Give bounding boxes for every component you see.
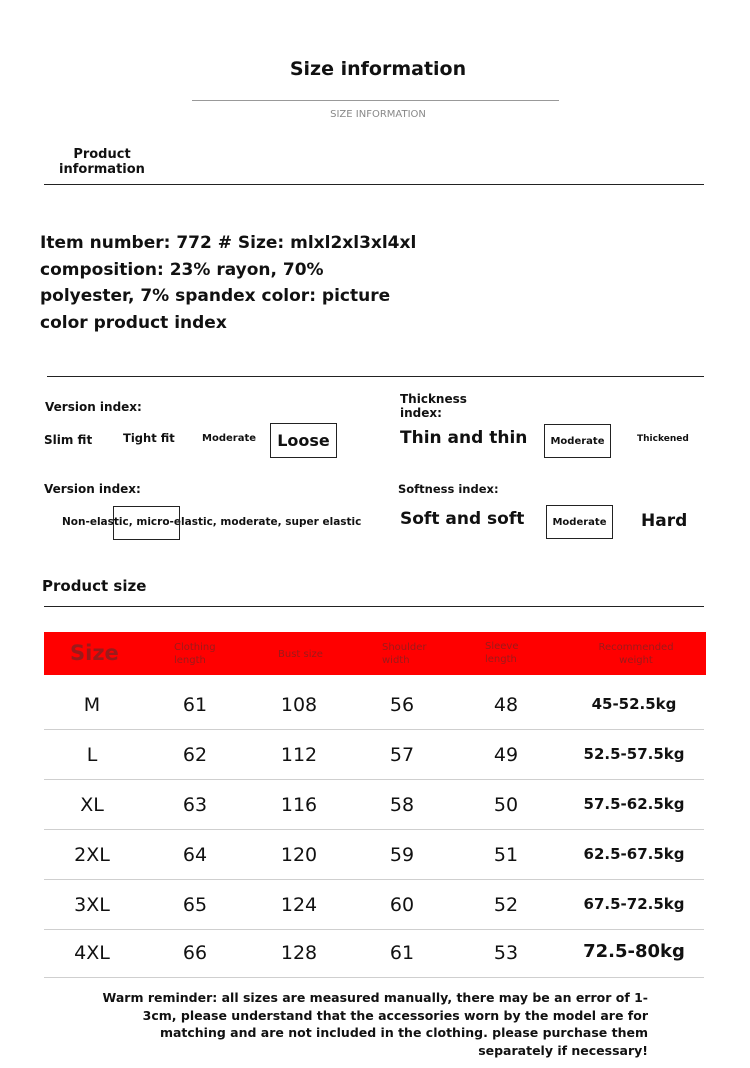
table-cell-sleeve-length: 53 (493, 942, 519, 964)
table-cell-shoulder-width: 61 (389, 942, 415, 964)
warm-reminder-note: Warm reminder: all sizes are measured manually, there may be an error of 1-3cm, please understand that the accessories worn by the model are for matching and are not included in the clothing. please purchase them separately if necessary! (102, 990, 648, 1058)
table-cell-sleeve-length: 48 (493, 694, 519, 716)
column-header-bust-size: Bust size (278, 649, 323, 660)
row-divider (44, 977, 704, 978)
table-cell-shoulder-width: 56 (389, 694, 415, 716)
elasticity-selection-box (113, 506, 180, 540)
fit-option-loose-selected: Loose (270, 423, 337, 458)
column-header-recommended-weight: Recommended weight (598, 642, 674, 666)
page-subtitle: SIZE INFORMATION (330, 109, 426, 120)
thickness-index-label: Thickness index: (400, 392, 467, 420)
table-cell-weight: 57.5-62.5kg (583, 795, 685, 813)
version-index-label: Version index: (45, 400, 142, 414)
softness-option-hard: Hard (641, 511, 688, 531)
softness-index-label: Softness index: (398, 482, 499, 496)
table-cell-weight: 45-52.5kg (591, 695, 677, 713)
table-cell-size: M (83, 694, 101, 716)
table-row (44, 730, 704, 780)
table-row (44, 880, 704, 930)
table-cell-sleeve-length: 50 (493, 794, 519, 816)
elasticity-options: Non-elastic, micro-elastic, moderate, super elastic (62, 516, 362, 528)
softness-option-soft: Soft and soft (400, 509, 525, 529)
table-cell-bust-size: 112 (280, 744, 318, 766)
table-cell-size: 3XL (74, 894, 110, 916)
column-header-clothing-length: Clothing length (174, 642, 216, 666)
table-cell-clothing-length: 66 (182, 942, 208, 964)
product-info-heading: Product information (59, 147, 145, 177)
table-cell-size: XL (80, 794, 104, 816)
table-row (44, 680, 704, 730)
product-size-heading: Product size (42, 577, 147, 595)
table-cell-clothing-length: 64 (182, 844, 208, 866)
page-title: Size information (289, 58, 467, 80)
section-divider (44, 606, 704, 607)
table-cell-clothing-length: 65 (182, 894, 208, 916)
table-row (44, 780, 704, 830)
table-cell-bust-size: 116 (280, 794, 318, 816)
table-cell-sleeve-length: 52 (493, 894, 519, 916)
table-cell-sleeve-length: 51 (493, 844, 519, 866)
table-cell-clothing-length: 61 (182, 694, 208, 716)
column-header-size: Size (70, 641, 119, 665)
table-cell-weight: 67.5-72.5kg (583, 895, 685, 913)
thickness-option-thin: Thin and thin (400, 428, 528, 448)
table-cell-bust-size: 124 (280, 894, 318, 916)
table-row (44, 928, 704, 978)
softness-option-moderate-selected: Moderate (546, 505, 613, 539)
column-header-sleeve-length: Sleeve length (485, 641, 519, 665)
section-divider (44, 184, 704, 185)
table-cell-shoulder-width: 59 (389, 844, 415, 866)
table-cell-sleeve-length: 49 (493, 744, 519, 766)
table-cell-size: L (86, 744, 98, 766)
table-row (44, 830, 704, 880)
table-cell-bust-size: 128 (280, 942, 318, 964)
column-header-shoulder-width: Shoulder width (382, 642, 427, 666)
thickness-option-moderate-selected: Moderate (544, 424, 611, 458)
table-cell-weight: 72.5-80kg (583, 941, 685, 962)
table-cell-bust-size: 108 (280, 694, 318, 716)
thickness-option-thickened: Thickened (637, 434, 689, 444)
elasticity-index-label: Version index: (44, 482, 141, 496)
table-cell-shoulder-width: 60 (389, 894, 415, 916)
fit-option-moderate: Moderate (202, 433, 257, 444)
fit-option-slim: Slim fit (44, 433, 93, 447)
section-divider (47, 376, 704, 377)
table-cell-shoulder-width: 57 (389, 744, 415, 766)
table-cell-size: 4XL (74, 942, 110, 964)
table-cell-weight: 62.5-67.5kg (583, 845, 685, 863)
table-cell-size: 2XL (74, 844, 110, 866)
fit-option-tight: Tight fit (123, 431, 175, 445)
table-cell-shoulder-width: 58 (389, 794, 415, 816)
table-cell-clothing-length: 62 (182, 744, 208, 766)
table-cell-weight: 52.5-57.5kg (583, 745, 685, 763)
title-divider (192, 100, 559, 101)
product-description: Item number: 772 # Size: mlxl2xl3xl4xl composition: 23% rayon, 70% polyester, 7% spandex color: picture color product index (40, 233, 417, 333)
table-cell-bust-size: 120 (280, 844, 318, 866)
table-cell-clothing-length: 63 (182, 794, 208, 816)
size-table-header (44, 632, 706, 675)
